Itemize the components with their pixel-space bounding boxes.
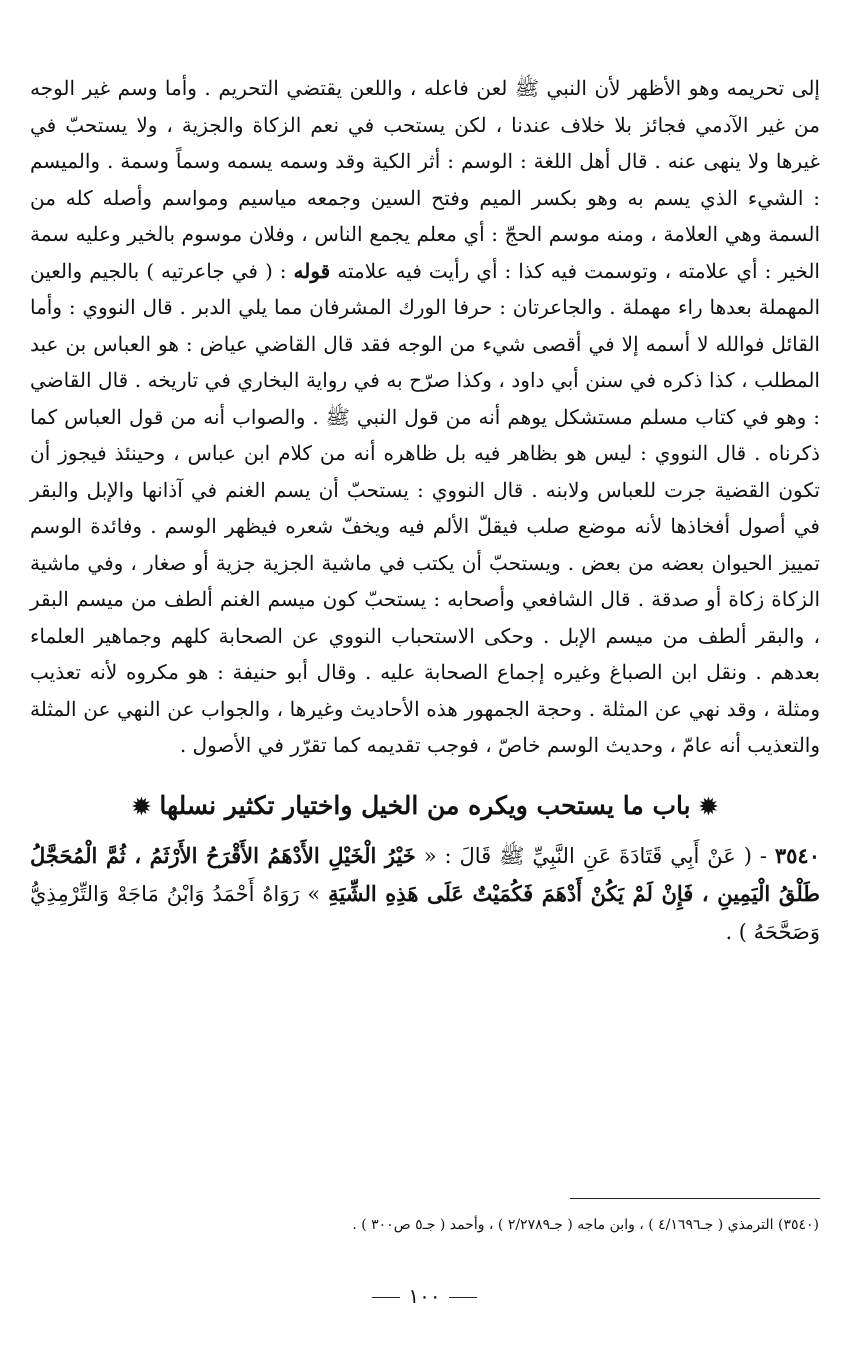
hadith-text: خَيْرُ الْخَيْلِ الأَدْهَمُ الأَقْرَحُ الأَرْثَمُ ، ثُمَّ الْمُحَجَّلُ طَلْقُ الْيَمِينِ ، فَإِنْ لَمْ يَكُنْ أَدْهَمَ فَكُمَيْتٌ عَلَى هَذِهِ الشِّيَةِ — [30, 842, 820, 906]
page-content — [30, 70, 820, 951]
keyword-qawluhu: قوله — [293, 258, 331, 283]
hadith-entry — [30, 837, 820, 951]
hadith-intro: - ( عَنْ أَبِي قَتَادَةَ عَنِ النَّبِيِّ ﷺ قَالَ : « — [415, 843, 775, 868]
star-ornament-icon: ✹ — [699, 793, 718, 820]
page-number-dash — [372, 1297, 400, 1298]
chapter-heading — [30, 786, 820, 827]
hadith-number: ٣٥٤٠ — [774, 842, 820, 868]
footnote: (٣٥٤٠) الترمذي ( جـ٤/١٦٩٦ ) ، وابن ماجه ( جـ٢/٢٧٨٩ ) ، وأحمد ( جـ٥ ص٣٠٠ ) . — [352, 1217, 819, 1233]
commentary-part-2: : ( في جاعرتيه ) بالجيم والعين المهملة بعدها راء مهملة . والجاعرتان : حرفا الورك المشرفان مما يلي الدبر . قال النووي : وأما القائل فوالله لا أسمه إلا في أقصى شيء من الوجه فقد قال القاضي عياض : هو العباس بن عبد المطلب ، كذا ذكره في سنن أبي داود ، وكذا صرّح به في رواية البخاري في تاريخه . قال القاضي : وهو في كتاب مسلم مستشكل يوهم أنه من قول النبي ﷺ . والصواب أنه من قول العباس كما ذكرناه . قال النووي : ليس هو بظاهر فيه بل ظاهره أنه من كلام ابن عباس ، وحينئذ فيجوز أن تكون القضية جرت للعباس ولابنه . قال النووي : يستحبّ أن يسم الغنم في آذانها والإبل والبقر في أصول أفخاذها لأنه موضع صلب فيقلّ الألم فيه ويخفّ شعره فيظهر الوسم . وفائدة الوسم تمييز الحيوان بعضه من بعض . ويستحبّ أن يكتب في ماشية الجزية جزية أو صغار ، وفي ماشية الزكاة زكاة أو صدقة . قال الشافعي وأصحابه : يستحبّ كون ميسم الغنم ألطف من ميسم البقر ، والبقر ألطف من ميسم الإبل . وحكى الاستحباب النووي عن الصحابة كلهم وجماهير العلماء بعدهم . ونقل ابن الصباغ وغيره إجماع الصحابة عليه . وقال أبو حنيفة : هو مكروه لأنه تعذيب ومثلة ، وقد نهي عن المثلة . وحجة الجمهور هذه الأحاديث وغيرها ، والجواب عن النهي عن المثلة والتعذيب أنه عامّ ، وحديث الوسم خاصّ ، فوجب تقديمه كما تقرّر في الأصول . — [30, 258, 820, 757]
page-number-dash — [449, 1297, 477, 1298]
footnote-separator — [570, 1198, 820, 1199]
page-number-value: ١٠٠ — [408, 1284, 441, 1308]
chapter-title: باب ما يستحب ويكره من الخيل واختيار تكثير نسلها — [159, 790, 691, 820]
page-number — [0, 1282, 849, 1310]
star-ornament-icon: ✹ — [132, 793, 151, 820]
commentary-part-1: إلى تحريمه وهو الأظهر لأن النبي ﷺ لعن فاعله ، واللعن يقتضي التحريم . وأما وسم غير الوجه من غير الآدمي فجائز بلا خلاف عندنا ، لكن يستحب في نعم الزكاة والجزية ، ولا يستحبّ في غيرها ولا ينهى عنه . قال أهل اللغة : الوسم : أثر الكية وقد وسمه يسمه وسماً وسمة . والميسم : الشيء الذي يسم به وهو بكسر الميم وفتح السين وجمعه مياسيم ومواسم وأصله كله من السمة وهي العلامة ، ومنه موسم الحجّ : أي معلم يجمع الناس ، وفلان موسوم بالخير وعليه سمة الخير : أي علامته ، وتوسمت فيه كذا : أي رأيت فيه علامته — [30, 76, 820, 283]
hadith-outro: » رَوَاهُ أَحْمَدُ وَابْنُ مَاجَهْ وَالتِّرْمِذِيُّ وَصَحَّحَهُ ) . — [30, 881, 820, 944]
commentary-text — [30, 70, 820, 764]
